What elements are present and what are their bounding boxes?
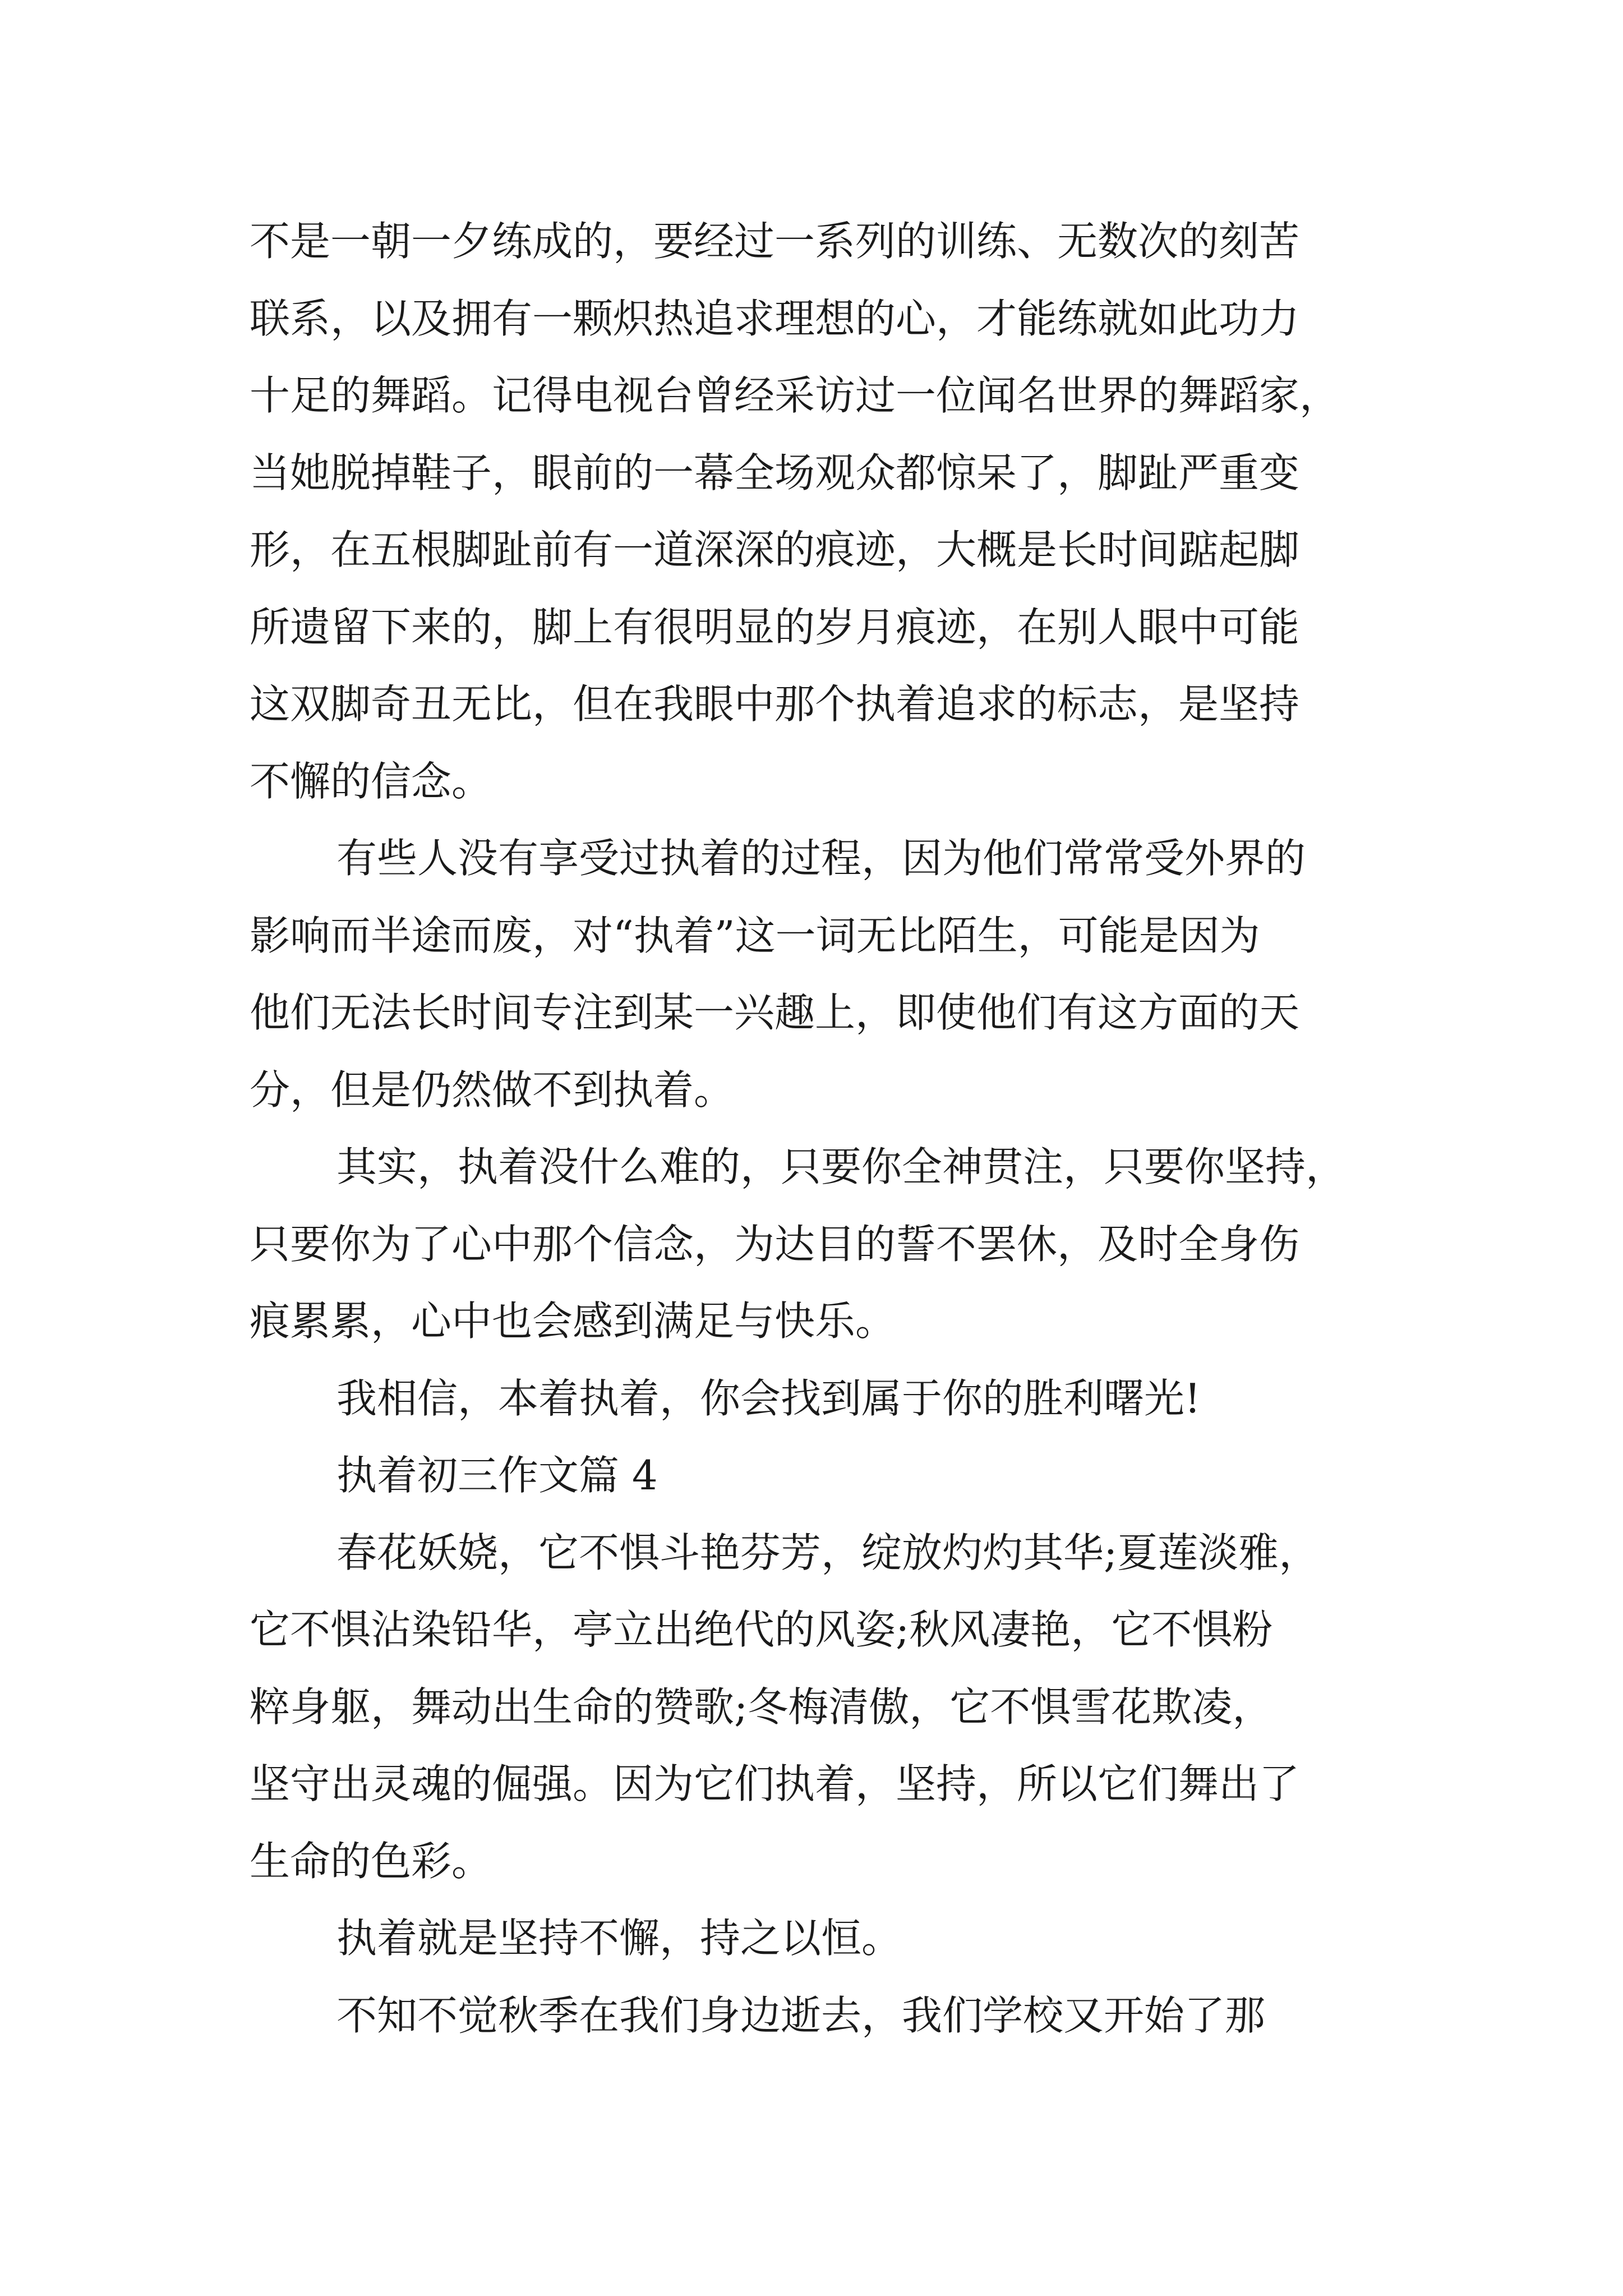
text-line: 影响而半途而废，对“执着”这一词无比陌生，可能是因为 bbox=[250, 912, 1260, 959]
paragraph-first-line: 其实，执着没什么难的，只要你全神贯注，只要你坚持， bbox=[336, 1143, 1347, 1190]
text-line: 粹身躯，舞动出生命的赞歌;冬梅清傲，它不惧雪花欺凌， bbox=[250, 1683, 1273, 1731]
text-line: 不是一朝一夕练成的，要经过一系列的训练、无数次的刻苦 bbox=[250, 218, 1300, 265]
paragraph-first-line: 我相信，本着执着，你会找到属于你的胜利曙光! bbox=[336, 1375, 1201, 1422]
text-line: 当她脱掉鞋子，眼前的一幕全场观众都惊呆了，脚趾严重变 bbox=[250, 449, 1300, 496]
text-line: 它不惧沾染铅华，亭立出绝代的风姿;秋风凄艳，它不惧粉 bbox=[250, 1606, 1273, 1653]
paragraph-first-line: 不知不觉秋季在我们身边逝去，我们学校又开始了那 bbox=[336, 1992, 1266, 2039]
text-line: 联系，以及拥有一颗炽热追求理想的心，才能练就如此功力 bbox=[250, 295, 1300, 342]
text-line: 十足的舞蹈。记得电视台曾经采访过一位闻名世界的舞蹈家， bbox=[250, 372, 1340, 419]
paragraph-first-line: 执着就是坚持不懈，持之以恒。 bbox=[336, 1915, 902, 1962]
text-line: 坚守出灵魂的倔强。因为它们执着，坚持，所以它们舞出了 bbox=[250, 1760, 1300, 1807]
text-line: 形，在五根脚趾前有一道深深的痕迹，大概是长时间踮起脚 bbox=[250, 526, 1300, 573]
text-line: 痕累累，心中也会感到满足与快乐。 bbox=[250, 1297, 896, 1345]
text-line: 不懈的信念。 bbox=[250, 758, 492, 805]
text-line: 这双脚奇丑无比，但在我眼中那个执着追求的标志，是坚持 bbox=[250, 680, 1300, 728]
text-line: 只要你为了心中那个信念，为达目的誓不罢休，及时全身伤 bbox=[250, 1221, 1300, 1268]
text-line: 分，但是仍然做不到执着。 bbox=[250, 1066, 735, 1114]
text-line: 所遗留下来的，脚上有很明显的岁月痕迹，在别人眼中可能 bbox=[250, 604, 1300, 651]
text-line: 他们无法长时间专注到某一兴趣上，即使他们有这方面的天 bbox=[250, 989, 1300, 1036]
text-line: 生命的色彩。 bbox=[250, 1838, 492, 1885]
paragraph-first-line: 春花妖娆，它不惧斗艳芬芳，绽放灼灼其华;夏莲淡雅， bbox=[336, 1529, 1320, 1576]
paragraph-first-line: 有些人没有享受过执着的过程，因为他们常常受外界的 bbox=[336, 835, 1306, 882]
section-heading: 执着初三作文篇 4 bbox=[336, 1452, 658, 1499]
